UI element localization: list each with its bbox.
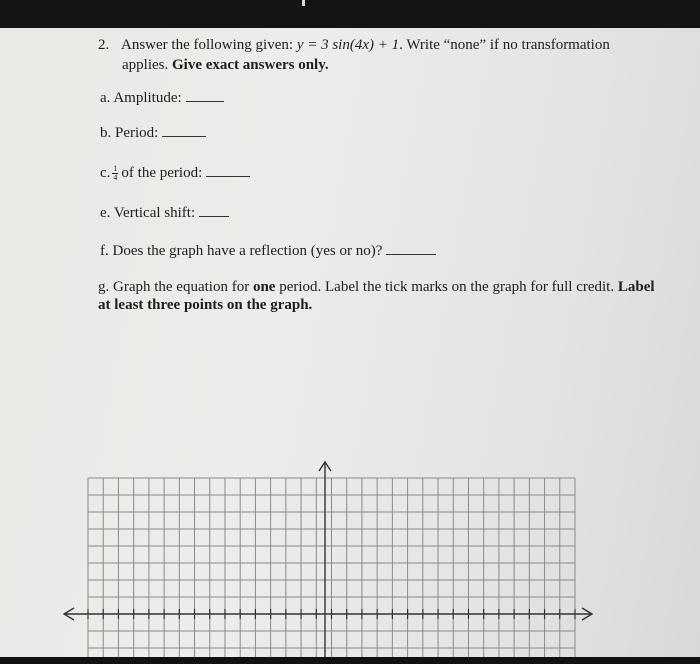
graph-grid-area[interactable]	[0, 458, 700, 658]
part-f-answer-blank[interactable]	[386, 242, 436, 255]
question-equation: y = 3 sin(4x) + 1	[296, 37, 400, 53]
part-e-label: e. Vertical shift:	[100, 205, 196, 221]
fraction-numerator: 1	[113, 164, 118, 174]
part-g-bold-one: one	[252, 279, 276, 295]
part-g-text-2: period. Label the tick marks on the graph for full credit.	[275, 279, 618, 295]
grid-lines	[88, 478, 575, 658]
part-c-fraction	[112, 165, 118, 182]
part-c-label: of the period:	[121, 165, 203, 181]
top-dark-border	[0, 0, 700, 30]
part-g-line-2	[98, 296, 312, 315]
part-g-line-1	[98, 278, 655, 297]
part-g-bold-label: Label	[617, 279, 655, 295]
question-line-2-text: applies.	[122, 57, 172, 73]
bottom-dark-border	[0, 657, 700, 664]
part-a-answer-blank[interactable]	[186, 89, 224, 102]
question-prefix: Answer the following given:	[121, 37, 297, 53]
part-c-answer-blank[interactable]	[206, 164, 250, 177]
part-c	[100, 164, 250, 183]
part-f-label: f. Does the graph have a reflection (yes or no)?	[100, 243, 383, 259]
question-number: 2.	[98, 37, 110, 53]
part-e-answer-blank[interactable]	[199, 204, 229, 217]
part-b	[100, 124, 206, 143]
part-a-label: a. Amplitude:	[100, 90, 182, 106]
question-line-2-bold: Give exact answers only.	[172, 57, 329, 73]
part-g-bold-points: at least three points on the graph.	[98, 297, 313, 313]
question-line-1	[98, 36, 610, 55]
part-g-text-1: g. Graph the equation for	[98, 279, 253, 295]
part-b-label: b. Period:	[100, 125, 159, 141]
part-e	[100, 204, 229, 223]
fraction-denominator: 4	[113, 173, 118, 183]
top-mark	[302, 0, 305, 6]
part-f	[100, 242, 436, 261]
question-line-2	[122, 56, 329, 75]
part-c-prefix: c.	[100, 165, 111, 181]
question-suffix: . Write “none” if no transformation	[399, 37, 610, 53]
part-b-answer-blank[interactable]	[162, 124, 206, 137]
part-a	[100, 89, 224, 108]
